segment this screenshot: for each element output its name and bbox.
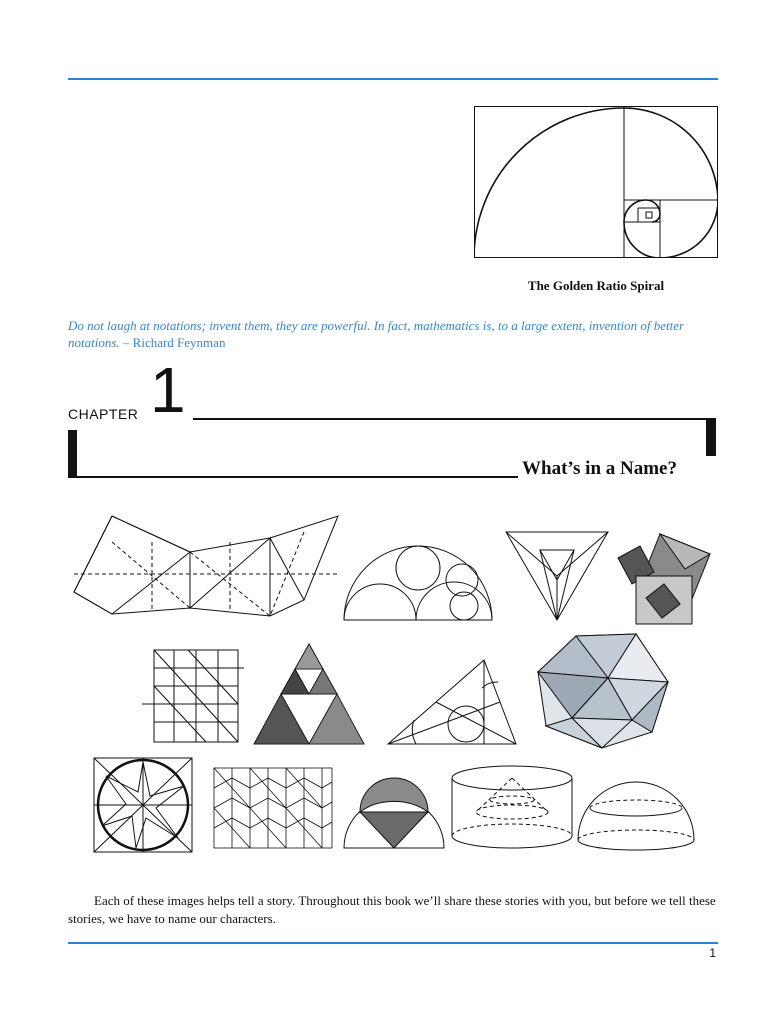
- chapter-bar-left: [68, 430, 77, 478]
- semicircle-lune-figure: [342, 776, 446, 850]
- chapter-rule-lower: [68, 476, 518, 478]
- bottom-rule: [68, 942, 718, 944]
- cylinder-cone-figure: [450, 764, 574, 852]
- figure-caption: The Golden Ratio Spiral: [527, 278, 665, 293]
- polyhedron-net-figure: [72, 512, 340, 616]
- page-number: 1: [709, 946, 716, 960]
- quote-author: – Richard Feynman: [122, 335, 226, 350]
- top-rule: [68, 78, 718, 80]
- epigraph-quote: [68, 317, 720, 351]
- triangle-tetrahedron-figure: [504, 530, 610, 622]
- hemisphere-figure: [576, 774, 696, 850]
- star-in-square-figure: [92, 756, 194, 854]
- chapter-rule-upper: [193, 418, 716, 420]
- golden-ratio-spiral-figure: [474, 106, 718, 258]
- quote-text: Do not laugh at notations; invent them, they are powerful. In fact, mathematics is, to a large extent, invention of better notations.: [68, 318, 685, 350]
- sierpinski-triangle-figure: [252, 642, 366, 746]
- chapter-title: What’s in a Name?: [522, 458, 677, 479]
- square-tiling-figure: [140, 646, 246, 746]
- pentagon-tiling-figure: [212, 766, 334, 850]
- pythagorean-squares-figure: [616, 532, 712, 626]
- chapter-bar-right: [706, 418, 716, 456]
- chapter-label: CHAPTER: [68, 406, 139, 422]
- chapter-number: 1: [150, 354, 186, 426]
- icosahedron-figure: [536, 632, 670, 750]
- arbelos-circles-figure: [342, 540, 494, 622]
- body-paragraph: Each of these images helps tell a story. Throughout this book we’ll share these stories with you, but before we tell these stories, we have to name our characters.: [68, 893, 716, 926]
- triangle-incircle-figure: [386, 658, 518, 746]
